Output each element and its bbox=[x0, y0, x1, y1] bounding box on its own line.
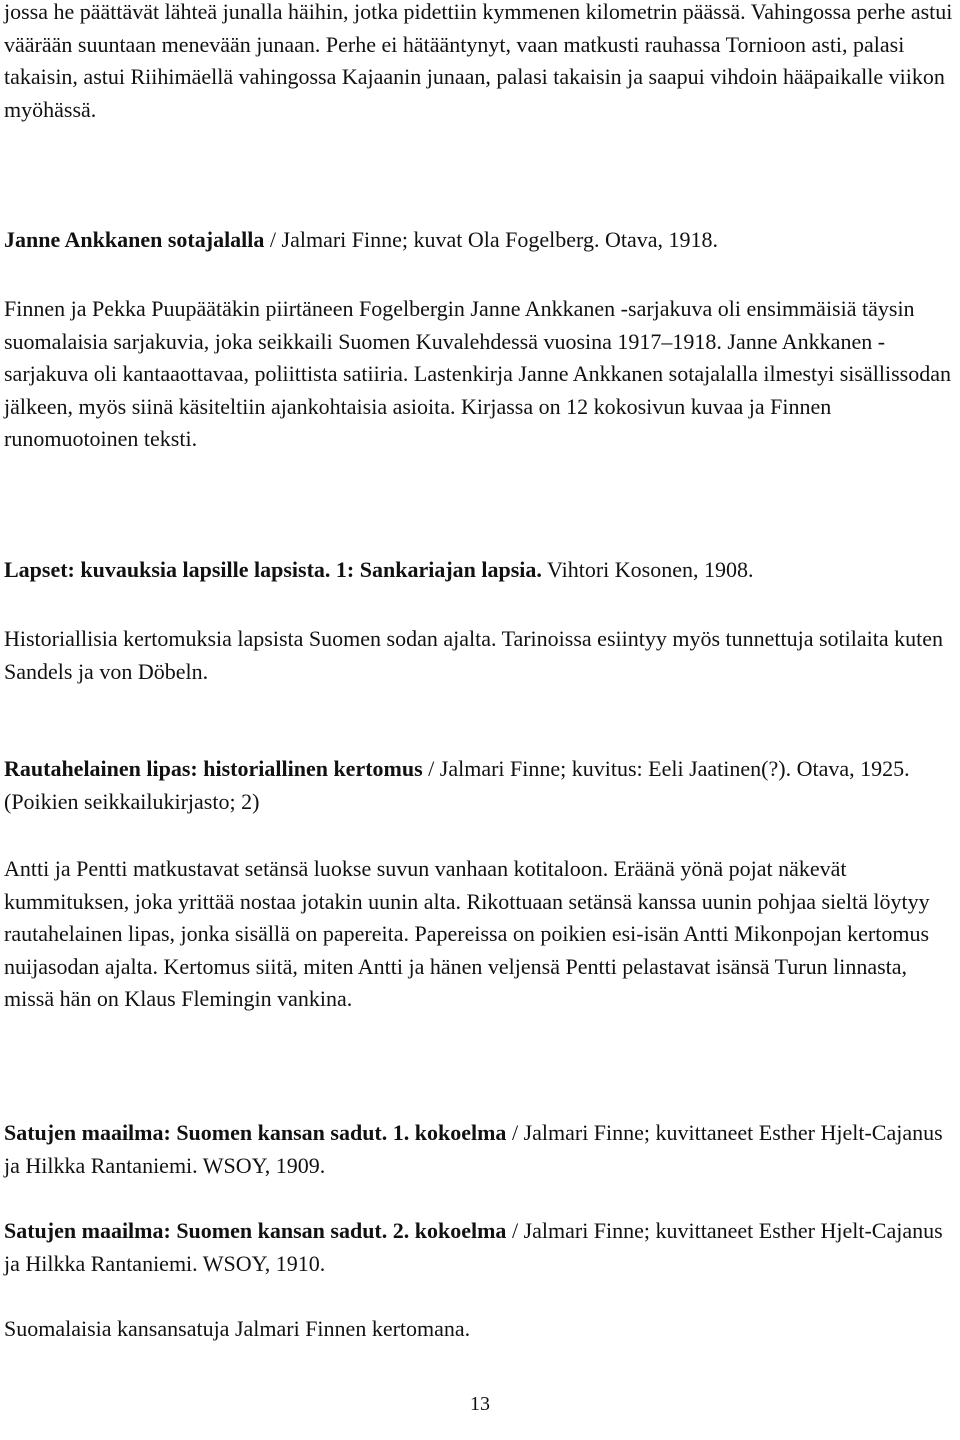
entry-details: Vihtori Kosonen, 1908. bbox=[541, 557, 754, 582]
closing-paragraph: Suomalaisia kansansatuja Jalmari Finnen kertomana. bbox=[4, 1316, 471, 1341]
entry-title: Janne Ankkanen sotajalalla bbox=[4, 227, 265, 252]
page-number: 13 bbox=[470, 1393, 490, 1415]
entry-description: Antti ja Pentti matkustavat setänsä luokse suvun vanhaan kotitaloon. Eräänä yönä pojat näkevät kummituksen, joka yrittää nostaa jotakin uunin alta. Rikottuaan setänsä kanssa uunin pohjaa sieltä löytyy rautahelainen lipas, jonka sisällä on papereita. Papereissa on poikien esi-isän Antti Mikonpojan kertomus nuijasodan ajalta. Kertomus siitä, miten Antti ja hänen veljensä Pentti pelastavat isänsä Turun linnasta, missä hän on Klaus Flemingin vankina. bbox=[4, 856, 930, 1011]
entry-details: / Jalmari Finne; kuvittaneet Esther Hjelt-Cajanus ja Hilkka Rantaniemi. WSOY, 1909. bbox=[4, 1120, 943, 1178]
entry-description: Historiallisia kertomuksia lapsista Suomen sodan ajalta. Tarinoissa esiintyy myös tunnettuja sotilaita kuten Sandels ja von Döbeln. bbox=[4, 626, 944, 684]
bibliography-entry bbox=[4, 1117, 956, 1182]
entry-description: Finnen ja Pekka Puupäätäkin piirtäneen Fogelbergin Janne Ankkanen -sarjakuva oli ensimmäisiä täysin suomalaisia sarjakuvia, joka seikkaili Suomen Kuvalehdessä vuosina 1917–1918. Janne Ankkanen -sarjakuva oli kantaaottavaa, poliittista satiiria. Lastenkirja Janne Ankkanen sotajalalla ilmestyi sisällissodan jälkeen, myös siinä käsiteltiin ajankohtaisia asioita. Kirjassa on 12 kokosivun kuvaa ja Finnen runomuotoinen teksti. bbox=[4, 296, 951, 451]
entry-title: Rautahelainen lipas: historiallinen kertomus bbox=[4, 756, 423, 781]
bibliography-entry bbox=[4, 1215, 956, 1280]
bibliography-entry bbox=[4, 224, 956, 257]
intro-paragraph: jossa he päättävät lähteä junalla häihin, jotka pidettiin kymmenen kilometrin päässä. Vahingossa perhe astui väärään suuntaan menevään junaan. Perhe ei hätääntynyt, vaan matkusti rauhassa Tornioon asti, palasi takaisin, astui Riihimäellä vahingossa Kajaanin junaan, palasi takaisin ja saapui vihdoin hääpaikalle viikon myöhässä. bbox=[4, 0, 953, 122]
bibliography-entry bbox=[4, 753, 956, 818]
entry-details: / Jalmari Finne; kuvat Ola Fogelberg. Otava, 1918. bbox=[264, 227, 718, 252]
entry-details: / Jalmari Finne; kuvitus: Eeli Jaatinen(?). Otava, 1925. (Poikien seikkailukirjasto; 2) bbox=[4, 756, 910, 814]
entry-details: / Jalmari Finne; kuvittaneet Esther Hjelt-Cajanus ja Hilkka Rantaniemi. WSOY, 1910. bbox=[4, 1218, 943, 1276]
entry-title: Satujen maailma: Suomen kansan sadut. 1. kokoelma bbox=[4, 1120, 507, 1145]
bibliography-entry bbox=[4, 554, 956, 587]
entry-title: Lapset: kuvauksia lapsille lapsista. 1: Sankariajan lapsia. bbox=[4, 557, 542, 582]
entry-title: Satujen maailma: Suomen kansan sadut. 2. kokoelma bbox=[4, 1218, 507, 1243]
